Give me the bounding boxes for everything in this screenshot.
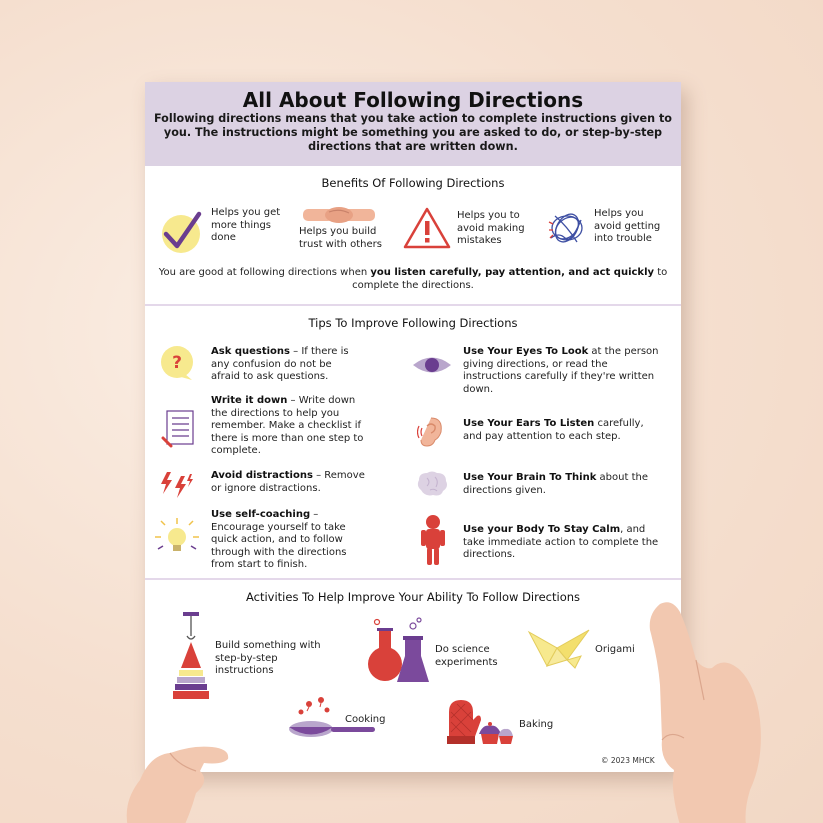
svg-text:?: ?: [172, 353, 182, 373]
activity-origami: Origami: [595, 644, 635, 655]
eye-icon: [411, 354, 453, 376]
header-banner: [145, 82, 681, 166]
section-divider: [145, 578, 681, 580]
benefits-title: Benefits Of Following Directions: [321, 176, 505, 190]
tip-use-eyes: Use Your Eyes To Look at the person giving directions, or read the instructions carefully if they're written down.: [463, 346, 659, 395]
benefits-summary: You are good at following directions when you listen carefully, pay attention, and act quickly to complete the directions.: [158, 267, 668, 291]
checkmark-icon: [159, 210, 203, 254]
activity-science: Do science experiments: [435, 644, 498, 668]
right-hand: [600, 590, 800, 823]
ear-icon: [417, 416, 447, 448]
crane-stack-icon: [171, 610, 211, 702]
benefit-text-3: Helps you to avoid making mistakes: [457, 210, 525, 246]
activities-title: Activities To Help Improve Your Ability To Follow Directions: [245, 590, 581, 604]
left-hand: [100, 735, 250, 823]
tip-use-brain: Use Your Brain To Think about the directions given.: [463, 472, 648, 496]
tips-title: Tips To Improve Following Directions: [308, 316, 518, 330]
benefit-text-4: Helps you avoid getting into trouble: [594, 208, 661, 244]
body-icon: [420, 514, 446, 566]
page-title: All About Following Directions: [242, 88, 584, 112]
tangle-icon: [547, 208, 587, 248]
tip-use-body: Use your Body To Stay Calm, and take immediate action to complete the directions.: [463, 524, 659, 561]
handshake-icon: [303, 204, 375, 226]
tip-avoid-distractions: Avoid distractions – Remove or ignore distractions.: [211, 470, 365, 494]
tip-ask-questions: Ask questions – If there is any confusion do not be afraid to ask questions.: [211, 346, 349, 383]
warning-icon: [403, 206, 451, 250]
activity-cooking: Cooking: [345, 714, 386, 725]
origami-crane-icon: [527, 626, 593, 672]
lightning-icon: [159, 470, 195, 500]
section-divider: [145, 304, 681, 306]
tip-write-it-down: Write it down – Write down the directions to help you remember. Make a checklist if there is more than one step to complete.: [211, 395, 364, 457]
copyright-notice: © 2023 MHCK: [601, 756, 655, 765]
question-bubble-icon: [159, 344, 197, 382]
tip-use-ears: Use Your Ears To Listen carefully, and pay attention to each step.: [463, 418, 644, 442]
activity-build: Build something with step-by-step instructions: [215, 640, 321, 676]
lightbulb-icon: [153, 516, 201, 558]
flasks-icon: [361, 616, 431, 686]
benefit-text-1: Helps you get more things done: [211, 207, 281, 243]
activity-baking: Baking: [519, 719, 554, 730]
benefit-text-2: Helps you build trust with others: [299, 226, 382, 250]
checklist-icon: [161, 408, 195, 448]
oven-mitt-icon: [443, 698, 513, 746]
tip-self-coaching: Use self-coaching – Encourage yourself to take quick action, and to follow through with the directions from start to finish.: [211, 509, 347, 571]
intro-text: Following directions means that you take action to complete instructions given to you. The instructions might be something you are asked to do, or step-by-step directions that are written down.: [153, 112, 672, 153]
brain-icon: [415, 470, 449, 498]
